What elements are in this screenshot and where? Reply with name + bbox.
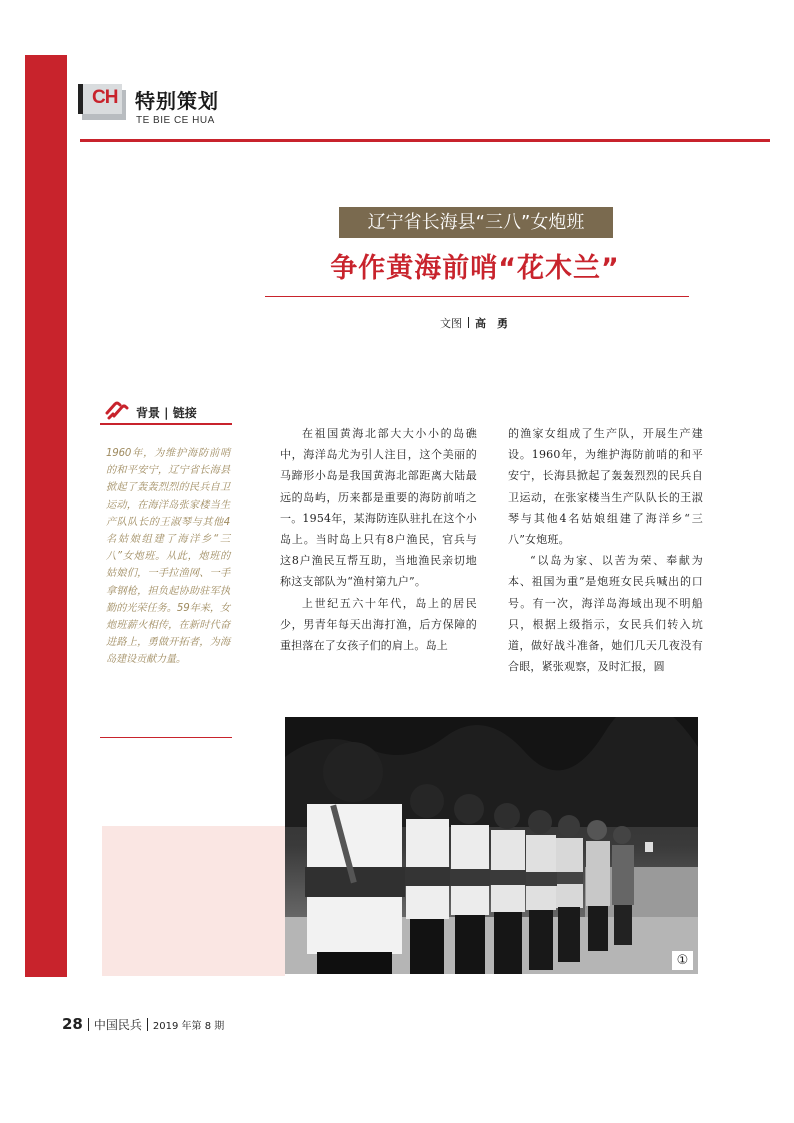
body-paragraph: “以岛为家、以苦为荣、奉献为本、祖国为重”是炮班女民兵喊出的口号。有一次，海洋岛海域出现不明船只，根据上级指示，女民兵们转入坑道，做好战斗准备，她们几天几夜没有合眼，紧张观察，及时汇报，圆	[508, 554, 703, 674]
author-name: 高 勇	[475, 317, 508, 330]
militia-women-photo	[285, 717, 698, 974]
header-divider	[80, 139, 770, 142]
photo-illustration	[285, 717, 698, 974]
section-pinyin: TE BIE CE HUA	[136, 115, 215, 126]
byline	[440, 315, 508, 331]
article-subtitle: 辽宁省长海县“三八”女炮班	[367, 212, 585, 233]
body-paragraph: 上世纪五六十年代，岛上的居民少，男青年每天出海打渔，后方保障的重担落在了女孩子们的肩上。岛上	[280, 596, 477, 653]
body-column-1	[280, 423, 477, 656]
magazine-name: 中国民兵	[93, 1018, 142, 1032]
ch-logo	[78, 84, 126, 120]
page-footer	[62, 1014, 224, 1033]
body-column-2	[508, 423, 703, 677]
issue-label: 2019 年第 8 期	[152, 1021, 225, 1032]
article-title: 争作黄海前哨“花木兰”	[330, 253, 620, 284]
pink-accent-block	[102, 826, 285, 976]
sidebar-text: 1960年，为维护海防前哨的和平安宁，辽宁省长海县掀起了轰轰烈烈的民兵自卫运动，在海洋岛张家楼当生产队队长的王淑琴与其他4名姑娘组建了海洋乡“三八”女炮班。从此，炮班的姑娘们，一手拉渔网、一手拿钢枪，担负起协助驻军执勤的光荣任务。59年来，女炮班薪火相传，在新时代奋进路上，勇做开拓者，为海岛建设贡献力量。	[106, 448, 230, 666]
byline-label: 文图	[440, 317, 462, 330]
page-number: 28	[62, 1015, 83, 1033]
sidebar-label: 背景 | 链接	[136, 406, 197, 420]
link-chain-icon	[104, 399, 130, 421]
body-paragraph: 在祖国黄海北部大大小小的岛礁中，海洋岛尤为引人注目，这个美丽的马蹄形小岛是我国黄海北部距离大陆最远的岛屿，历来都是重要的海防前哨之一。1954年，某海防连队驻扎在这个小岛上。当时岛上只有8户渔民，官兵与这8户渔民互帮互助，当地渔民亲切地称这支部队为“渔村第九户”。	[280, 427, 477, 589]
sidebar-bottom-rule	[100, 737, 232, 738]
body-paragraph: 的渔家女组成了生产队，开展生产建设。1960年，为维护海防前哨的和平安宁，长海县掀起了轰轰烈烈的民兵自卫运动，在张家楼当生产队队长的王淑琴与其他4名姑娘组建了海洋乡“三八”女炮班。	[508, 427, 703, 547]
section-title: 特别策划	[135, 89, 219, 113]
logo-text: CH	[92, 87, 118, 108]
left-red-bar	[25, 55, 67, 977]
sidebar-top-rule	[100, 423, 232, 425]
title-divider	[265, 296, 689, 297]
photo-number: ①	[672, 951, 693, 970]
